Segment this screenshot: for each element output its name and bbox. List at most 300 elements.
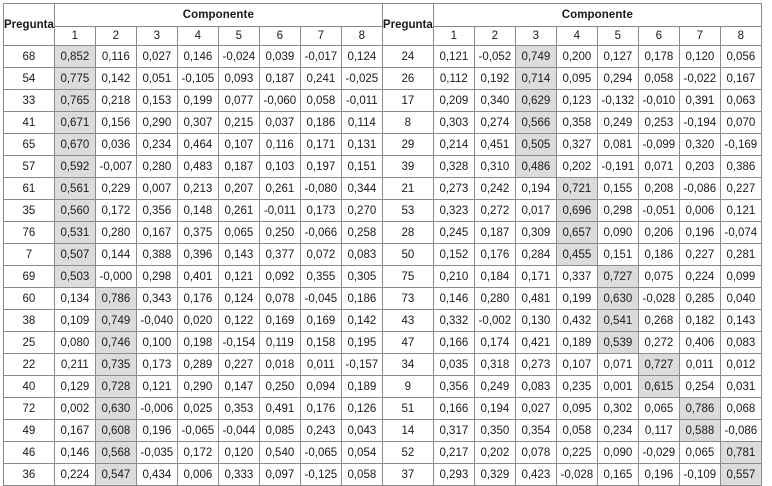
loading-cell-left-c7: -0,066 [300,222,341,244]
pregunta-cell-right: 73 [382,288,433,310]
table-row [4,310,762,332]
loading-cell-right-c4: 0,095 [556,398,597,420]
loading-cell-right-c7: 0,006 [679,200,720,222]
loading-cell-right-c5: -0,132 [597,90,638,112]
loading-cell-left-c4: 0,401 [177,266,218,288]
loading-cell-right-c7: 0,406 [679,332,720,354]
loading-cell-left-c6: 0,119 [259,332,300,354]
loading-cell-right-c1: 0,214 [433,134,474,156]
loading-cell-left-c4: 0,172 [177,442,218,464]
loading-cell-right-c4: 0,657 [556,222,597,244]
loading-cell-left-c3: 0,167 [136,222,177,244]
loading-cell-left-c7: 0,011 [300,354,341,376]
table-row [4,222,762,244]
loading-cell-left-c2: -0,007 [95,156,136,178]
loading-cell-left-c4: 0,148 [177,200,218,222]
pregunta-cell-right: 37 [382,464,433,486]
loading-cell-right-c5: 0,090 [597,222,638,244]
loading-cell-left-c8: 0,258 [341,222,382,244]
loading-cell-left-c6: 0,261 [259,178,300,200]
table-row [4,354,762,376]
loading-cell-right-c8: 0,012 [720,354,761,376]
loading-cell-right-c3: 0,423 [515,464,556,486]
loading-cell-right-c2: 0,184 [474,266,515,288]
loading-cell-right-c2: 0,242 [474,178,515,200]
loading-cell-right-c3: 0,083 [515,376,556,398]
loading-cell-right-c5: 0,151 [597,244,638,266]
pregunta-cell-left: 49 [4,420,55,442]
loading-cell-right-c6: -0,028 [638,288,679,310]
loading-cell-left-c5: 0,333 [218,464,259,486]
loading-cell-right-c3: 0,130 [515,310,556,332]
loading-cell-right-c5: 0,539 [597,332,638,354]
loading-cell-left-c3: 0,121 [136,376,177,398]
loading-cell-left-c5: 0,215 [218,112,259,134]
pregunta-cell-right: 51 [382,398,433,420]
loading-cell-left-c1: 0,211 [54,354,95,376]
loading-cell-right-c2: 0,202 [474,442,515,464]
loading-cell-right-c2: 0,329 [474,464,515,486]
loading-cell-right-c6: 0,272 [638,332,679,354]
loading-cell-left-c3: 0,280 [136,156,177,178]
table-row [4,420,762,442]
loading-cell-right-c5: 0,302 [597,398,638,420]
table-row [4,398,762,420]
loading-cell-left-c2: 0,144 [95,244,136,266]
loading-cell-right-c1: 0,293 [433,464,474,486]
loading-cell-left-c8: 0,195 [341,332,382,354]
loading-cell-right-c4: 0,235 [556,376,597,398]
loading-cell-right-c1: 0,303 [433,112,474,134]
component-number-right-3: 3 [515,27,556,46]
loading-cell-right-c4: 0,358 [556,112,597,134]
loading-cell-right-c1: 0,166 [433,332,474,354]
loading-cell-left-c1: 0,765 [54,90,95,112]
loading-cell-left-c6: 0,103 [259,156,300,178]
loading-cell-right-c1: 0,146 [433,288,474,310]
loading-cell-right-c8: 0,068 [720,398,761,420]
loading-cell-left-c7: 0,197 [300,156,341,178]
loading-cell-left-c3: -0,040 [136,310,177,332]
loading-cell-right-c3: 0,505 [515,134,556,156]
loading-cell-right-c8: 0,781 [720,442,761,464]
loading-cell-left-c2: 0,036 [95,134,136,156]
pregunta-cell-left: 22 [4,354,55,376]
loading-cell-right-c6: -0,051 [638,200,679,222]
pregunta-cell-left: 36 [4,464,55,486]
component-number-right-8: 8 [720,27,761,46]
loading-cell-left-c2: 0,142 [95,68,136,90]
loading-cell-left-c2: 0,156 [95,112,136,134]
loading-cell-left-c1: 0,002 [54,398,95,420]
loading-cell-right-c8: 0,083 [720,332,761,354]
loading-cell-left-c5: -0,044 [218,420,259,442]
loading-cell-right-c4: -0,028 [556,464,597,486]
loading-cell-left-c8: 0,344 [341,178,382,200]
loading-cell-left-c5: 0,143 [218,244,259,266]
loading-cell-left-c4: 0,307 [177,112,218,134]
loading-cell-right-c1: 0,210 [433,266,474,288]
loading-cell-right-c2: -0,002 [474,310,515,332]
loading-cell-left-c5: 0,261 [218,200,259,222]
pregunta-cell-right: 28 [382,222,433,244]
pregunta-cell-left: 65 [4,134,55,156]
table-row [4,464,762,486]
loading-cell-right-c4: 0,200 [556,46,597,68]
loading-cell-left-c2: 0,547 [95,464,136,486]
loading-cell-right-c1: 0,209 [433,90,474,112]
loading-cell-right-c1: 0,332 [433,310,474,332]
pregunta-cell-left: 46 [4,442,55,464]
loading-cell-right-c1: 0,217 [433,442,474,464]
loading-cell-right-c7: 0,285 [679,288,720,310]
loading-cell-left-c7: 0,173 [300,200,341,222]
component-number-left-3: 3 [136,27,177,46]
loading-cell-left-c3: 0,100 [136,332,177,354]
loading-cell-left-c3: -0,035 [136,442,177,464]
loading-cell-right-c7: -0,086 [679,178,720,200]
loading-cell-right-c2: 0,310 [474,156,515,178]
loading-cell-left-c3: 0,434 [136,464,177,486]
component-number-left-7: 7 [300,27,341,46]
pregunta-header-right: Pregunta [382,4,433,46]
loading-cell-right-c6: -0,029 [638,442,679,464]
loading-cell-left-c6: -0,011 [259,200,300,222]
pregunta-cell-left: 35 [4,200,55,222]
loading-cell-right-c3: 0,481 [515,288,556,310]
loading-cell-right-c4: 0,123 [556,90,597,112]
loading-cell-right-c3: 0,354 [515,420,556,442]
loading-cell-right-c6: -0,010 [638,90,679,112]
loading-cell-left-c7: -0,045 [300,288,341,310]
pregunta-cell-right: 14 [382,420,433,442]
loading-cell-left-c1: 0,560 [54,200,95,222]
loading-cell-right-c6: 0,253 [638,112,679,134]
table-row [4,46,762,68]
loading-cell-left-c3: 0,196 [136,420,177,442]
loading-cell-left-c3: 0,298 [136,266,177,288]
pregunta-cell-left: 38 [4,310,55,332]
loading-cell-right-c1: 0,245 [433,222,474,244]
loading-cell-right-c8: 0,167 [720,68,761,90]
loading-cell-right-c2: 0,318 [474,354,515,376]
loading-cell-right-c5: 0,081 [597,134,638,156]
loading-cell-left-c5: 0,065 [218,222,259,244]
loading-cell-left-c8: 0,142 [341,310,382,332]
pregunta-cell-left: 60 [4,288,55,310]
loading-cell-left-c5: 0,093 [218,68,259,90]
loading-cell-left-c5: 0,077 [218,90,259,112]
table-row [4,200,762,222]
loading-cell-right-c8: 0,040 [720,288,761,310]
component-number-right-7: 7 [679,27,720,46]
loading-cell-left-c4: 0,290 [177,376,218,398]
loading-cell-right-c6: 0,186 [638,244,679,266]
pregunta-cell-right: 8 [382,112,433,134]
loading-cell-right-c2: 0,174 [474,332,515,354]
loading-cell-left-c4: -0,065 [177,420,218,442]
loading-cell-left-c1: 0,167 [54,420,95,442]
pregunta-cell-right: 75 [382,266,433,288]
loading-cell-left-c5: 0,207 [218,178,259,200]
loading-cell-left-c2: 0,172 [95,200,136,222]
loading-cell-right-c3: 0,421 [515,332,556,354]
loading-cell-left-c1: 0,109 [54,310,95,332]
pregunta-cell-right: 47 [382,332,433,354]
loading-cell-left-c4: 0,375 [177,222,218,244]
loading-cell-left-c8: 0,186 [341,288,382,310]
loading-cell-left-c8: 0,305 [341,266,382,288]
loading-cell-left-c1: 0,224 [54,464,95,486]
pregunta-cell-right: 34 [382,354,433,376]
loading-cell-right-c5: 0,541 [597,310,638,332]
loading-cell-right-c3: 0,566 [515,112,556,134]
loading-cell-right-c8: 0,099 [720,266,761,288]
loading-cell-right-c4: 0,225 [556,442,597,464]
loading-cell-right-c6: 0,206 [638,222,679,244]
loading-cell-left-c4: 0,198 [177,332,218,354]
loading-cell-right-c5: 0,090 [597,442,638,464]
component-number-left-2: 2 [95,27,136,46]
loading-cell-right-c4: 0,696 [556,200,597,222]
loading-cell-right-c8: 0,070 [720,112,761,134]
pregunta-cell-right: 43 [382,310,433,332]
loading-cell-left-c2: 0,746 [95,332,136,354]
loading-cell-right-c6: 0,727 [638,354,679,376]
loading-cell-left-c6: 0,092 [259,266,300,288]
loading-cell-right-c3: 0,284 [515,244,556,266]
loading-cell-left-c3: 0,356 [136,200,177,222]
loading-cell-left-c6: 0,116 [259,134,300,156]
loading-cell-left-c1: 0,561 [54,178,95,200]
loading-cell-right-c4: 0,058 [556,420,597,442]
loading-cell-right-c7: 0,120 [679,46,720,68]
loadings-table-container [3,3,762,486]
pregunta-cell-right: 53 [382,200,433,222]
loading-cell-right-c1: 0,166 [433,398,474,420]
loading-cell-left-c3: -0,006 [136,398,177,420]
loading-cell-left-c2: 0,229 [95,178,136,200]
loading-cell-right-c6: 0,075 [638,266,679,288]
factor-loadings-table [3,3,762,486]
table-row [4,332,762,354]
loading-cell-right-c1: 0,273 [433,178,474,200]
loading-cell-right-c7: 0,254 [679,376,720,398]
loading-cell-right-c3: 0,017 [515,200,556,222]
loading-cell-left-c8: 0,043 [341,420,382,442]
component-number-left-8: 8 [341,27,382,46]
loading-cell-left-c5: 0,124 [218,288,259,310]
loading-cell-right-c6: 0,071 [638,156,679,178]
pregunta-cell-left: 25 [4,332,55,354]
loading-cell-left-c1: 0,146 [54,442,95,464]
table-row [4,156,762,178]
pregunta-cell-right: 50 [382,244,433,266]
loading-cell-left-c4: 0,006 [177,464,218,486]
loading-cell-left-c7: 0,158 [300,332,341,354]
loading-cell-left-c4: 0,176 [177,288,218,310]
loading-cell-left-c2: 0,749 [95,310,136,332]
loading-cell-right-c3: 0,629 [515,90,556,112]
loading-cell-left-c8: 0,083 [341,244,382,266]
loading-cell-right-c4: 0,455 [556,244,597,266]
component-number-right-2: 2 [474,27,515,46]
loading-cell-right-c7: 0,011 [679,354,720,376]
loading-cell-right-c8: 0,227 [720,178,761,200]
loading-cell-left-c7: -0,080 [300,178,341,200]
loading-cell-right-c7: 0,786 [679,398,720,420]
loading-cell-left-c3: 0,343 [136,288,177,310]
loading-cell-left-c2: 0,735 [95,354,136,376]
loading-cell-right-c6: 0,208 [638,178,679,200]
pregunta-cell-left: 57 [4,156,55,178]
table-row [4,376,762,398]
loading-cell-right-c3: 0,027 [515,398,556,420]
loading-cell-left-c6: 0,169 [259,310,300,332]
loading-cell-left-c1: 0,503 [54,266,95,288]
loading-cell-left-c7: -0,125 [300,464,341,486]
loading-cell-right-c7: -0,022 [679,68,720,90]
loading-cell-right-c3: 0,714 [515,68,556,90]
loading-cell-left-c4: 0,025 [177,398,218,420]
component-number-right-6: 6 [638,27,679,46]
loading-cell-left-c3: 0,173 [136,354,177,376]
loading-cell-right-c2: 0,194 [474,398,515,420]
loading-cell-left-c7: 0,169 [300,310,341,332]
loading-cell-left-c5: 0,121 [218,266,259,288]
loading-cell-right-c8: -0,086 [720,420,761,442]
loading-cell-right-c7: 0,391 [679,90,720,112]
loading-cell-left-c1: 0,592 [54,156,95,178]
loading-cell-left-c6: 0,097 [259,464,300,486]
loading-cell-right-c7: -0,109 [679,464,720,486]
loading-cell-right-c5: 0,001 [597,376,638,398]
loading-cell-left-c6: 0,491 [259,398,300,420]
loading-cell-left-c2: 0,218 [95,90,136,112]
loading-cell-right-c4: 0,721 [556,178,597,200]
loading-cell-left-c1: 0,670 [54,134,95,156]
loading-cell-left-c3: 0,153 [136,90,177,112]
table-row [4,288,762,310]
loading-cell-left-c8: 0,189 [341,376,382,398]
loading-cell-right-c7: 0,196 [679,222,720,244]
loading-cell-left-c4: 0,464 [177,134,218,156]
loading-cell-right-c2: 0,350 [474,420,515,442]
loading-cell-right-c6: 0,065 [638,398,679,420]
loading-cell-right-c8: 0,557 [720,464,761,486]
loading-cell-right-c7: 0,182 [679,310,720,332]
loading-cell-left-c6: 0,540 [259,442,300,464]
loading-cell-left-c4: 0,213 [177,178,218,200]
loading-cell-left-c6: 0,085 [259,420,300,442]
loading-cell-right-c5: 0,727 [597,266,638,288]
loading-cell-left-c2: -0,000 [95,266,136,288]
component-number-right-1: 1 [433,27,474,46]
loading-cell-right-c1: 0,356 [433,376,474,398]
loading-cell-right-c2: 0,451 [474,134,515,156]
loading-cell-left-c5: 0,120 [218,442,259,464]
loading-cell-left-c7: 0,072 [300,244,341,266]
table-row [4,442,762,464]
loading-cell-left-c4: 0,146 [177,46,218,68]
loading-cell-right-c8: 0,031 [720,376,761,398]
loading-cell-left-c2: 0,608 [95,420,136,442]
loading-cell-left-c5: 0,353 [218,398,259,420]
pregunta-cell-right: 26 [382,68,433,90]
pregunta-cell-right: 17 [382,90,433,112]
loading-cell-right-c4: 0,107 [556,354,597,376]
loading-cell-left-c4: 0,396 [177,244,218,266]
loading-cell-right-c5: 0,127 [597,46,638,68]
loading-cell-left-c6: 0,037 [259,112,300,134]
loading-cell-left-c5: 0,227 [218,354,259,376]
loading-cell-right-c8: 0,386 [720,156,761,178]
pregunta-cell-left: 7 [4,244,55,266]
loading-cell-right-c7: -0,194 [679,112,720,134]
component-number-left-1: 1 [54,27,95,46]
component-number-left-5: 5 [218,27,259,46]
loading-cell-left-c5: 0,147 [218,376,259,398]
pregunta-cell-left: 33 [4,90,55,112]
loading-cell-left-c8: 0,054 [341,442,382,464]
loading-cell-right-c8: -0,074 [720,222,761,244]
loading-cell-right-c5: 0,630 [597,288,638,310]
loading-cell-left-c3: 0,027 [136,46,177,68]
loading-cell-left-c2: 0,728 [95,376,136,398]
loading-cell-left-c8: -0,011 [341,90,382,112]
loading-cell-left-c7: -0,017 [300,46,341,68]
loading-cell-left-c4: 0,483 [177,156,218,178]
loading-cell-left-c6: -0,060 [259,90,300,112]
loading-cell-left-c5: -0,154 [218,332,259,354]
loading-cell-right-c7: 0,588 [679,420,720,442]
loading-cell-right-c6: 0,178 [638,46,679,68]
loading-cell-right-c7: 0,320 [679,134,720,156]
loading-cell-left-c3: 0,234 [136,134,177,156]
loading-cell-right-c1: 0,328 [433,156,474,178]
loading-cell-right-c4: 0,189 [556,332,597,354]
loading-cell-left-c3: 0,388 [136,244,177,266]
table-row [4,266,762,288]
loading-cell-right-c2: 0,187 [474,222,515,244]
loading-cell-left-c8: 0,058 [341,464,382,486]
loading-cell-right-c4: 0,432 [556,310,597,332]
loading-cell-right-c4: 0,095 [556,68,597,90]
componente-header-right: Componente [433,4,761,27]
loading-cell-left-c8: -0,025 [341,68,382,90]
loading-cell-right-c2: 0,249 [474,376,515,398]
loading-cell-right-c5: 0,071 [597,354,638,376]
loading-cell-right-c3: 0,171 [515,266,556,288]
loading-cell-left-c7: 0,094 [300,376,341,398]
loading-cell-right-c4: 0,327 [556,134,597,156]
pregunta-cell-right: 24 [382,46,433,68]
loading-cell-left-c8: 0,114 [341,112,382,134]
loading-cell-right-c8: 0,281 [720,244,761,266]
component-number-left-4: 4 [177,27,218,46]
loading-cell-left-c8: 0,151 [341,156,382,178]
loading-cell-right-c7: 0,227 [679,244,720,266]
loading-cell-left-c7: 0,171 [300,134,341,156]
loading-cell-left-c1: 0,129 [54,376,95,398]
loading-cell-left-c4: 0,199 [177,90,218,112]
pregunta-cell-left: 61 [4,178,55,200]
table-row [4,68,762,90]
loading-cell-right-c8: 0,063 [720,90,761,112]
loading-cell-right-c1: 0,035 [433,354,474,376]
loading-cell-right-c6: -0,099 [638,134,679,156]
loading-cell-left-c7: 0,186 [300,112,341,134]
